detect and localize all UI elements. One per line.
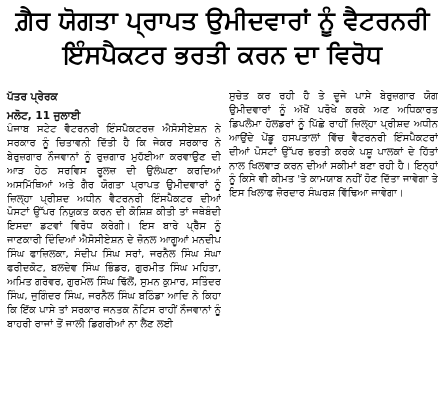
dateline: ਮਲੋਟ, 11 ਜੁਲਾਈ [7,110,81,122]
headline-line-1: ਗ਼ੈਰ ਯੋਗਤਾ ਪ੍ਰਾਪਤ ਉਮੀਦਵਾਰਾਂ ਨੂੰ ਵੈਟਰਨਰੀ [15,6,430,35]
headline [0,4,445,72]
headline-line-2: ਇੰਸਪੈਕਟਰ ਭਰਤੀ ਕਰਨ ਦਾ ਵਿਰੋਧ [62,40,383,69]
article-paragraph: ਸੁਚੇਤ ਕਰ ਰਹੀ ਹੈ ਤੇ ਦੂਜੇ ਪਾਸੇ ਬੇਰੁਜ਼ਗਾਰ ਯੋਗ ਉਮੀਦਵਾਰਾਂ ਨੂੰ ਅੱਖੋਂ ਪਰੋਖੇ ਕਰਕੇ ਅਣ ਅਧਿਕਾਰਤ ਡਿਪਲੋਮਾ ਹੋਲਡਰਾਂ ਨੂੰ ਪਿੱਛੇ ਰਾਹੀਂ ਜ਼ਿਲ੍ਹਾ ਪ੍ਰੀਸ਼ਦ ਅਧੀਨ ਆਉਂਦੇ ਪੇਂਡੂ ਹਸਪਤਾਲਾਂ ਵਿੱਚ ਵੈਟਰਨਰੀ ਇੰਸਪੈਕਟਰਾਂ ਦੀਆਂ ਪੋਸਟਾਂ ਉੱਪਰ ਭਰਤੀ ਕਰਕੇ ਪਸ਼ੂ ਪਾਲਕਾਂ ਦੇ ਹਿੱਤਾਂ ਨਾਲ ਖਿਲਵਾੜ ਕਰਨ ਦੀਆਂ ਸਕੀਮਾਂ ਬਣਾ ਰਹੀ ਹੈ। ਇਨ੍ਹਾਂ ਨੂੰ ਕਿਸੇ ਵੀ ਕੀਮਤ 'ਤੇ ਕਾਮਯਾਬ ਨਹੀਂ ਹੋਣ ਦਿੱਤਾ ਜਾਵੇਗਾ ਤੇ ਇਸ ਖਿਲਾਫ ਜ਼ੋਰਦਾਰ ਸੰਘਰਸ਼ ਵਿੱਢਿਆ ਜਾਵੇਗਾ। [229,91,438,200]
article-paragraph: ਪੰਜਾਬ ਸਟੇਟ ਵੈਟਰਨਰੀ ਇੰਸਪੈਕਟਰਜ਼ ਐਸੋਸੀਏਸ਼ਨ ਨੇ ਸਰਕਾਰ ਨੂੰ ਚਿਤਾਵਨੀ ਦਿੱਤੀ ਹੈ ਕਿ ਜੇਕਰ ਸਰਕਾਰ ਨੇ ਬੇਰੁਜ਼ਗਾਰ ਨੌਜਵਾਨਾਂ ਨੂੰ ਰੁਜ਼ਗਾਰ ਮੁਹੱਈਆ ਕਰਵਾਉਣ ਦੀ ਆੜ ਹੇਠ ਸਰਵਿਸ ਰੂਲਜ਼ ਦੀ ਉਲੰਘਣਾ ਕਰਦਿਆਂ ਅਸਮਿੱਥਿਆਂ ਅਤੇ ਗੈਰ ਯੋਗਤਾ ਪ੍ਰਾਪਤ ਉਮੀਦਵਾਰਾਂ ਨੂੰ ਜ਼ਿਲ੍ਹਾ ਪ੍ਰੀਸ਼ਦ ਅਧੀਨ ਵੈਟਰਨਰੀ ਇੰਸਪੈਕਟਰ ਦੀਆਂ ਪੋਸਟਾਂ ਉੱਪਰ ਨਿਯੁਕਤ ਕਰਨ ਦੀ ਕੋਸ਼ਿਸ਼ ਕੀਤੀ ਤਾਂ ਜਥੇਬੰਦੀ ਇਸਦਾ ਡਟਵਾਂ ਵਿਰੋਧ ਕਰੇਗੀ। ਇਸ ਬਾਰੇ ਪ੍ਰੈੱਸ ਨੂੰ ਜਾਣਕਾਰੀ ਦਿੰਦਿਆਂ ਐਸੋਸੀਏਸ਼ਨ ਦੇ ਜ਼ੋਨਲ ਆਗੂਆਂ ਮਨਦੀਪ ਸਿੰਘ ਫਾਜ਼ਿਲਕਾ, ਸੰਦੀਪ ਸਿੰਘ ਸਰਾਂ, ਜਰਨੈਲ ਸਿੰਘ ਸੰਘਾ ਫਰੀਦਕੋਟ, ਬਲਦੇਵ ਸਿੰਘ ਭਿੰਡਰ, ਗੁਰਮੀਤ ਸਿੰਘ ਮਹਿਤਾ, ਅਮਿਤ ਗਰੋਵਰ, ਗੁਰਮੇਲ ਸਿੰਘ ਢਿੱਲੋਂ, ਸੁਮਨ ਕੁਮਾਰ, ਸਤਿੰਦਰ ਸਿੰਘ, ਜੁਗਿੰਦਰ ਸਿੰਘ, ਜਰਨੈਲ ਸਿੰਘ ਬਠਿੰਡਾ ਆਦਿ ਨੇ ਕਿਹਾ ਕਿ ਇੱਕ ਪਾਸੇ ਤਾਂ ਸਰਕਾਰ ਜਨਤਕ ਨੋਟਿਸ ਰਾਹੀਂ ਨੌਜਵਾਨਾਂ ਨੂੰ ਬਾਹਰੀ ਰਾਜਾਂ ਤੋਂ ਜਾਲੀ ਡਿਗਰੀਆਂ ਨਾ ਲੈਣ ਲਈ [7,124,221,330]
article-left-column [7,123,221,403]
byline: ਪੱਤਰ ਪ੍ਰੇਰਕ [7,91,58,103]
article-right-column [229,90,438,270]
